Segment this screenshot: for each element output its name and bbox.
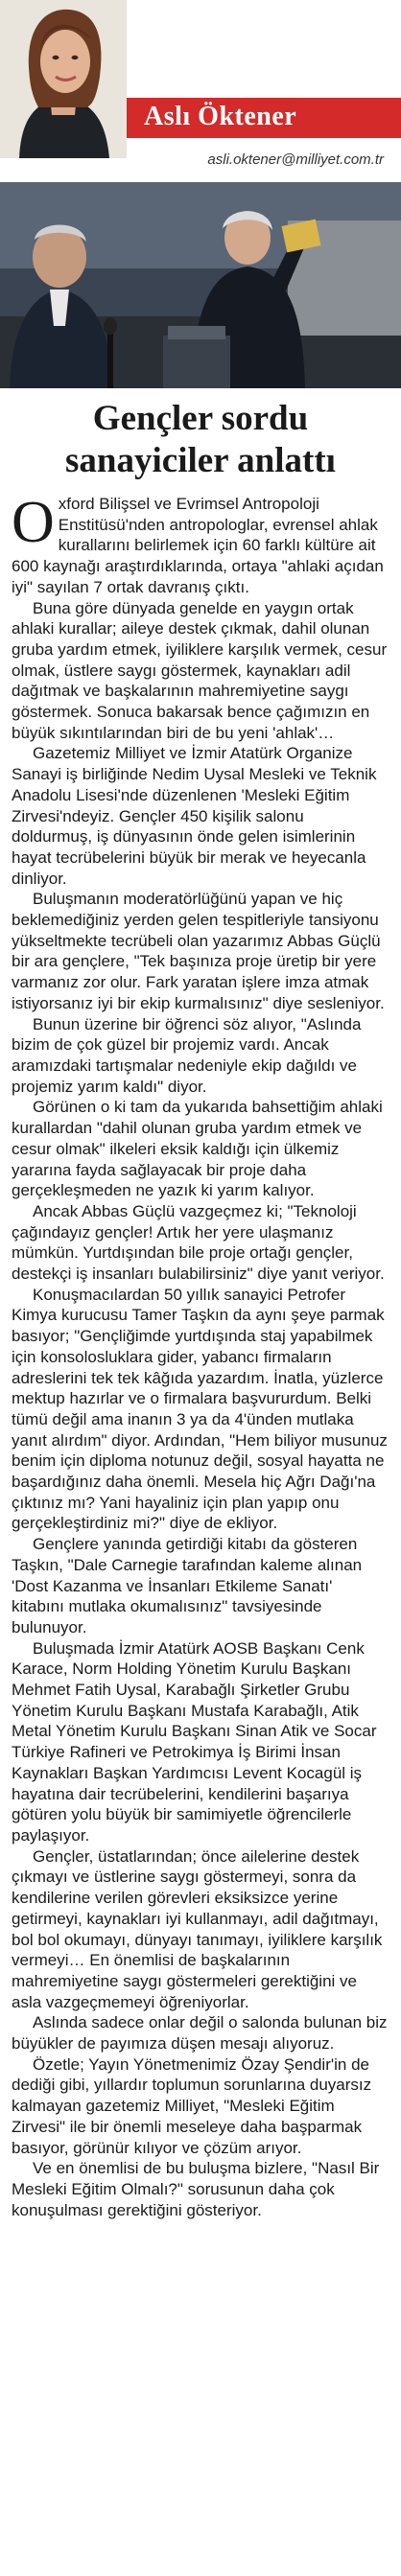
article-paragraph: Görünen o ki tam da yukarıda bahsettiğim ahlaki kurallardan "dahil olunan gruba yardım etmek ve cesur olmak" ilkeleri eksik kaldığı için ülkemiz yararına fayda sağlayacak bir proje daha gerçekleşmeden ne yazık ki yarım kalıyor. xyxy=(12,1098,383,1200)
headline-line-2: sanayiciler anlattı xyxy=(65,441,336,480)
article-paragraph: Bunun üzerine bir öğrenci söz alıyor, "Aslında bizim de çok güzel bir projemiz vardı. Ancak aramızdaki tartışmalar nedeniyle ekip dağıldı ve projemiz yarım kaldı" diyor. xyxy=(12,1014,362,1096)
article-paragraph: Gençler, üstatlarından; önce ailelerine destek çıkmayı ve üstlerine saygı göstermeyi, sonra da kendilerine verilen görevleri eksiksizce yerine getirmeyi, kaynakları iyi kullanmayı, adil dağıtmayı, bol bol okumayı, dünyayı tanımayı, iyiliklere karşılık vermeyi… En önemlisi de başkalarının mahremiyetine saygı göstermeleri gerektiğini ve asla vazgeçmemeyi öğreniyorlar. xyxy=(12,1846,383,2011)
article-headline xyxy=(0,398,401,482)
article-paragraph: Ve en önemlisi de bu buluşma bizlere, "Nasıl Bir Mesleki Eğitim Olmalı?" sorusunun daha çok konuşulması gerektiğini gösteriyor. xyxy=(12,2159,380,2219)
columnist-portrait-image xyxy=(0,0,127,158)
event-photo xyxy=(0,182,401,388)
drop-cap: O xyxy=(12,490,55,555)
article-paragraph: Gazetemiz Milliyet ve İzmir Atatürk Organize Sanayi iş birliğinde Nedim Uysal Mesleki ve Teknik Anadolu Lisesi'nde düzenlenen 'Mesleki Eğitim Zirvesi'ndeyiz. Gençler 450 kişilik salonu doldurmuş, iş dünyasının önde gelen isimlerinin hayat tecrübelerini büyük bir merak ve heyecanla dinliyor. xyxy=(12,744,377,888)
article-paragraph: Gençlere yanında getirdiği kitabı da gösteren Taşkın, "Dale Carnegie tarafından kaleme alınan 'Dost Kazanma ve İnsanları Etkileme Sanatı' kitabını mutlaka okumalısınız" tavsiyesinde bulunuyor. xyxy=(12,1535,363,1636)
article-body xyxy=(12,490,388,2220)
article-paragraph: Buluşmada İzmir Atatürk AOSB Başkanı Cenk Karace, Norm Holding Yönetim Kurulu Başkanı Mehmet Fatih Uysal, Karabağlı Şirketler Grubu Yönetim Kurulu Başkanı Mustafa Karabağlı, Atik Metal Yönetim Kurulu Başkanı Sinan Atik ve Socar Türkiye Rafineri ve Petrokimya İş Birimi İnsan Kaynakları Başkan Yardımcısı Levent Kocagül iş hayatına dair tecrübelerini, kendilerini başarıya götüren yolu büyük bir samimiyetle öğrencilerle paylaşıyor. xyxy=(12,1638,377,1845)
article-paragraph: Aslında sadece onlar değil o salonda bulunan biz büyükler de payımıza düşen mesajı alıyoruz. xyxy=(12,2013,388,2054)
paragraph-text: xford Bilişsel ve Evrimsel Antropoloji Enstitüsü'nden antropologlar, evrensel ahlak kurallarını belirlemek için 60 farklı kültüre ait 600 kaynağı araştırdıklarında, ortaya "ahlaki açıdan iyi" sayılan 7 ortak davranış çıktı. xyxy=(12,495,384,596)
article-paragraph: Buluşmanın moderatörlüğünü yapan ve hiç beklemediğiniz yerden gelen tespitleriyle tansiyonu yükseltmekte tecrübeli olan yazarımız Abbas Güçlü bir ara gençlere, "Tek başınıza proje üretip bir yere varmanız zor olur. Fark yaratan işlere imza atmak istiyorsanız iyi bir ekip kurmalısınız" diye sesleniyor. xyxy=(12,890,385,1012)
columnist-name-bar xyxy=(127,98,401,138)
article-paragraph: Buna göre dünyada genelde en yaygın ortak ahlaki kurallar; aileye destek çıkmak, dahil olunan gruba yardım etmek, iyiliklere karşılık vermek, cesur olmak, üstlere saygı göstermek, kaynakları adil dağıtmak ve başkalarının mahremiyetine saygı göstermek. Sonuca bakarsak bence çağımızın en büyük sıkıntılarından biri de bu yeni 'ahlak'… xyxy=(12,598,388,742)
columnist-email[interactable]: asli.oktener@milliyet.com.tr xyxy=(207,151,384,168)
columnist-name: Aslı Öktener xyxy=(144,102,297,131)
columnist-avatar xyxy=(0,0,127,158)
headline-line-1: Gençler sordu xyxy=(92,399,309,438)
column-header xyxy=(0,0,401,182)
article-paragraph: Ancak Abbas Güçlü vazgeçmez ki; "Teknoloji çağındayız gençler! Artık her yere ulaşmanız mümkün. Yurtdışından bile proje ortağı gençler, destekçi iş insanları bulabilirsiniz" diye yanıt veriyor. xyxy=(12,1201,385,1284)
article-paragraph xyxy=(12,490,388,598)
article-paragraph: Konuşmacılardan 50 yıllık sanayici Petrofer Kimya kurucusu Tamer Taşkın da aynı şeye parmak basıyor; "Gençliğimde yurtdışında staj yapabilmek için konsolosluklara gider, yabancı firmaların adreslerini tek tek kâğıda yazardım. İnatla, yüzlerce mektup hazırlar ve o firmalara başvururdum. Belki tümü değil ama inanın 3 ya da 4'ünden mutlaka yanıt alırdım" diyor. Ardından, "Hem biliyor musunuz benim için diploma notunuz değil, sosyal hayatta ne başardığınız daha önemli. Mesela hiç Ağrı Dağı'na çıktınız mı? Yani hayaliniz için plan yapıp onu gerçekleştirdiniz mi?" diye de ekliyor. xyxy=(12,1285,388,1533)
event-photo-image xyxy=(0,182,401,388)
article-paragraph: Özetle; Yayın Yönetmenimiz Özay Şendir'in de dediği gibi, yıllardır toplumun sorunlarına duyarsız kalmayan gazetemiz Milliyet, "Mesleki Eğitim Zirvesi" ile bir önemli meseleye daha başparmak basıyor, görünür kılıyor ve çözüm arıyor. xyxy=(12,2054,372,2157)
